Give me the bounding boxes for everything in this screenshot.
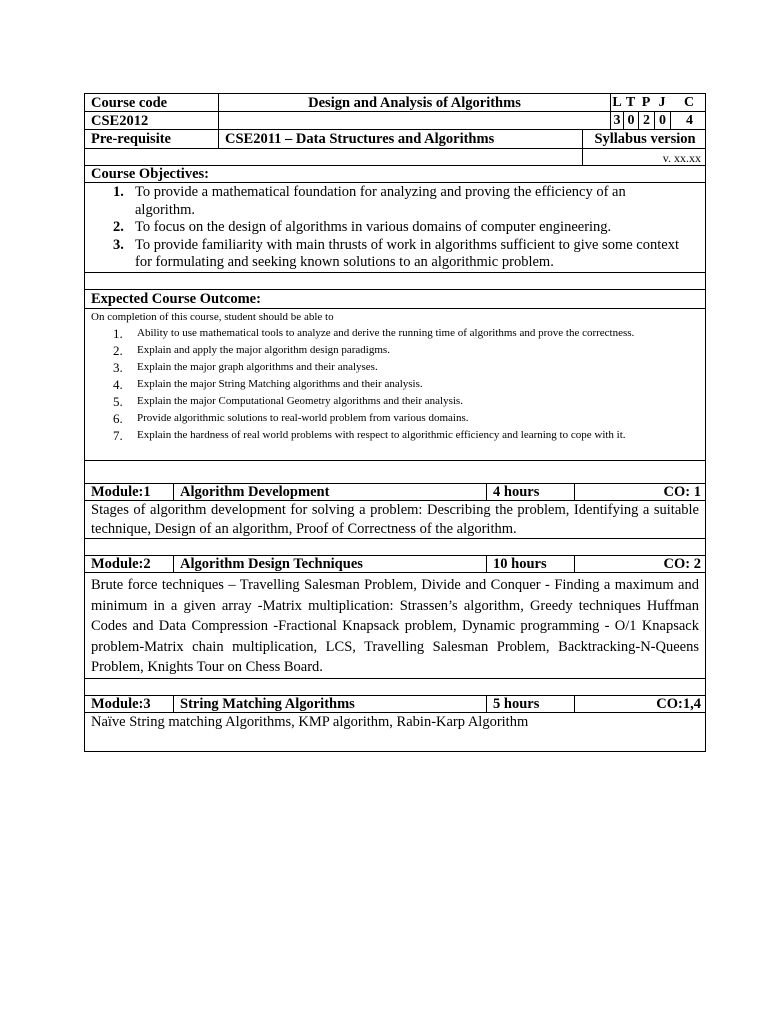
module-2-co: CO: 2	[574, 556, 707, 572]
objective-item	[85, 184, 705, 219]
module-1-title: Algorithm Development	[173, 484, 486, 500]
outcome-text: Explain and apply the major algorithm design paradigms.	[137, 344, 390, 356]
header-row-1	[85, 94, 705, 112]
module-1-hours: 4 hours	[486, 484, 574, 500]
version-spacer	[85, 149, 582, 165]
module-3-title: String Matching Algorithms	[173, 696, 486, 712]
module-3-hours: 5 hours	[486, 696, 574, 712]
module-2-label: Module:2	[91, 556, 151, 572]
outcome-item	[85, 344, 705, 357]
prerequisite-label: Pre-requisite	[91, 131, 171, 147]
prerequisite-row	[85, 130, 705, 149]
outcome-item	[85, 429, 705, 442]
ltpjc-label-l: L	[612, 95, 622, 110]
module-3-header	[85, 696, 705, 713]
objective-number: 2.	[113, 219, 124, 235]
outcome-item	[85, 327, 705, 340]
outcome-number: 6.	[113, 411, 123, 426]
outcomes-spacer-row	[85, 461, 705, 484]
module-1-spacer-row	[85, 539, 705, 556]
outcome-item	[85, 412, 705, 425]
ltpjc-labels	[610, 94, 708, 111]
module-3-co: CO:1,4	[574, 696, 707, 712]
objectives-list	[85, 184, 705, 272]
outcomes-list-row	[85, 309, 705, 461]
version-row	[85, 149, 705, 166]
ltpjc-value-j: 0	[654, 112, 670, 129]
syllabus-version: v. xx.xx	[582, 149, 707, 165]
outcomes-list	[85, 327, 705, 442]
objective-text: To provide a mathematical foundation for analyzing and proving the efficiency of an algorithm.	[135, 184, 626, 218]
objective-text: To provide familiarity with main thrusts of work in algorithms sufficient to give some context for formulating and seeking known solutions to an algorithmic problem.	[135, 236, 679, 270]
module-3-content: Naïve String matching Algorithms, KMP algorithm, Rabin-Karp Algorithm	[91, 714, 529, 730]
module-2-title: Algorithm Design Techniques	[173, 556, 486, 572]
module-1-co: CO: 1	[574, 484, 707, 500]
outcome-text: Provide algorithmic solutions to real-world problem from various domains.	[137, 412, 469, 424]
course-title: Design and Analysis of Algorithms	[218, 94, 610, 111]
module-2-hours: 10 hours	[486, 556, 574, 572]
outcomes-title: Expected Course Outcome:	[91, 291, 261, 307]
module-1-label: Module:1	[91, 484, 151, 500]
outcome-item	[85, 395, 705, 408]
ltpjc-value-c: 4	[670, 112, 708, 129]
module-1-header	[85, 484, 705, 501]
objective-item	[85, 219, 705, 237]
ltpjc-label-p: P	[641, 95, 651, 110]
ltpjc-label-c: C	[683, 95, 695, 110]
syllabus-version-label: Syllabus version	[582, 130, 707, 148]
outcome-text: Ability to use mathematical tools to analyze and derive the running time of algorithms and prove the correctness.	[137, 327, 635, 339]
objectives-title: Course Objectives:	[91, 166, 209, 182]
outcome-text: Explain the major Computational Geometry algorithms and their analysis.	[137, 395, 463, 407]
outcome-number: 1.	[113, 326, 123, 341]
outcome-text: Explain the major String Matching algorithms and their analysis.	[137, 378, 423, 390]
outcome-number: 4.	[113, 377, 123, 392]
ltpjc-value-l: 3	[613, 113, 621, 128]
objectives-list-row	[85, 183, 705, 273]
outcome-number: 2.	[113, 343, 123, 358]
module-2-content: Brute force techniques – Travelling Salesman Problem, Divide and Conquer - Finding a maximum and minimum in a given array -Matrix multiplication: Strassen’s algorithm, Greedy techniques Huffman Codes and Data Compression -Fractional Knapsack problem, Dynamic programming - O/1 Knapsack problem-Matrix chain multiplication, LCS, Travelling Salesman Problem, Backtracking-N-Queens Problem, Knights Tour on Chess Board.	[91, 577, 699, 675]
objective-number: 3.	[113, 236, 124, 253]
outcomes-title-row	[85, 290, 705, 309]
ltpjc-label-t: T	[625, 95, 636, 110]
outcome-item	[85, 378, 705, 391]
module-1-content: Stages of algorithm development for solving a problem: Describing the problem, Identifying a suitable technique, Design of an algorithm, Proof of Correctness of the algorithm.	[91, 502, 699, 537]
objective-item	[85, 237, 705, 272]
course-code-label: Course code	[91, 95, 168, 111]
outcome-text: Explain the hardness of real world problems with respect to algorithmic efficiency and learning to cope with it.	[137, 429, 626, 441]
syllabus-table	[84, 93, 706, 752]
module-2-content-row	[85, 573, 705, 679]
course-code-spacer	[218, 112, 610, 129]
module-2-spacer-row	[85, 679, 705, 696]
outcome-number: 7.	[113, 428, 123, 443]
ltpjc-values	[610, 112, 708, 129]
ltpjc-value-p: 2	[638, 112, 654, 129]
outcome-number: 3.	[113, 360, 123, 375]
prerequisite-value: CSE2011 – Data Structures and Algorithms	[218, 130, 582, 148]
module-1-content-row	[85, 501, 705, 539]
ltpjc-label-j: J	[658, 95, 666, 110]
outcome-item	[85, 361, 705, 374]
header-row-2	[85, 112, 705, 130]
ltpjc-value-t: 0	[623, 112, 638, 129]
module-2-header	[85, 556, 705, 573]
module-3-content-row	[85, 713, 705, 751]
objectives-title-row	[85, 166, 705, 183]
outcome-number: 5.	[113, 394, 123, 409]
outcomes-intro: On completion of this course, student should be able to	[91, 311, 334, 323]
course-code: CSE2012	[91, 113, 149, 129]
objectives-spacer-row	[85, 273, 705, 290]
module-3-label: Module:3	[91, 696, 151, 712]
objective-number: 1.	[113, 184, 124, 200]
objective-text: To focus on the design of algorithms in various domains of computer engineering.	[135, 219, 612, 235]
outcome-text: Explain the major graph algorithms and their analyses.	[137, 361, 378, 373]
